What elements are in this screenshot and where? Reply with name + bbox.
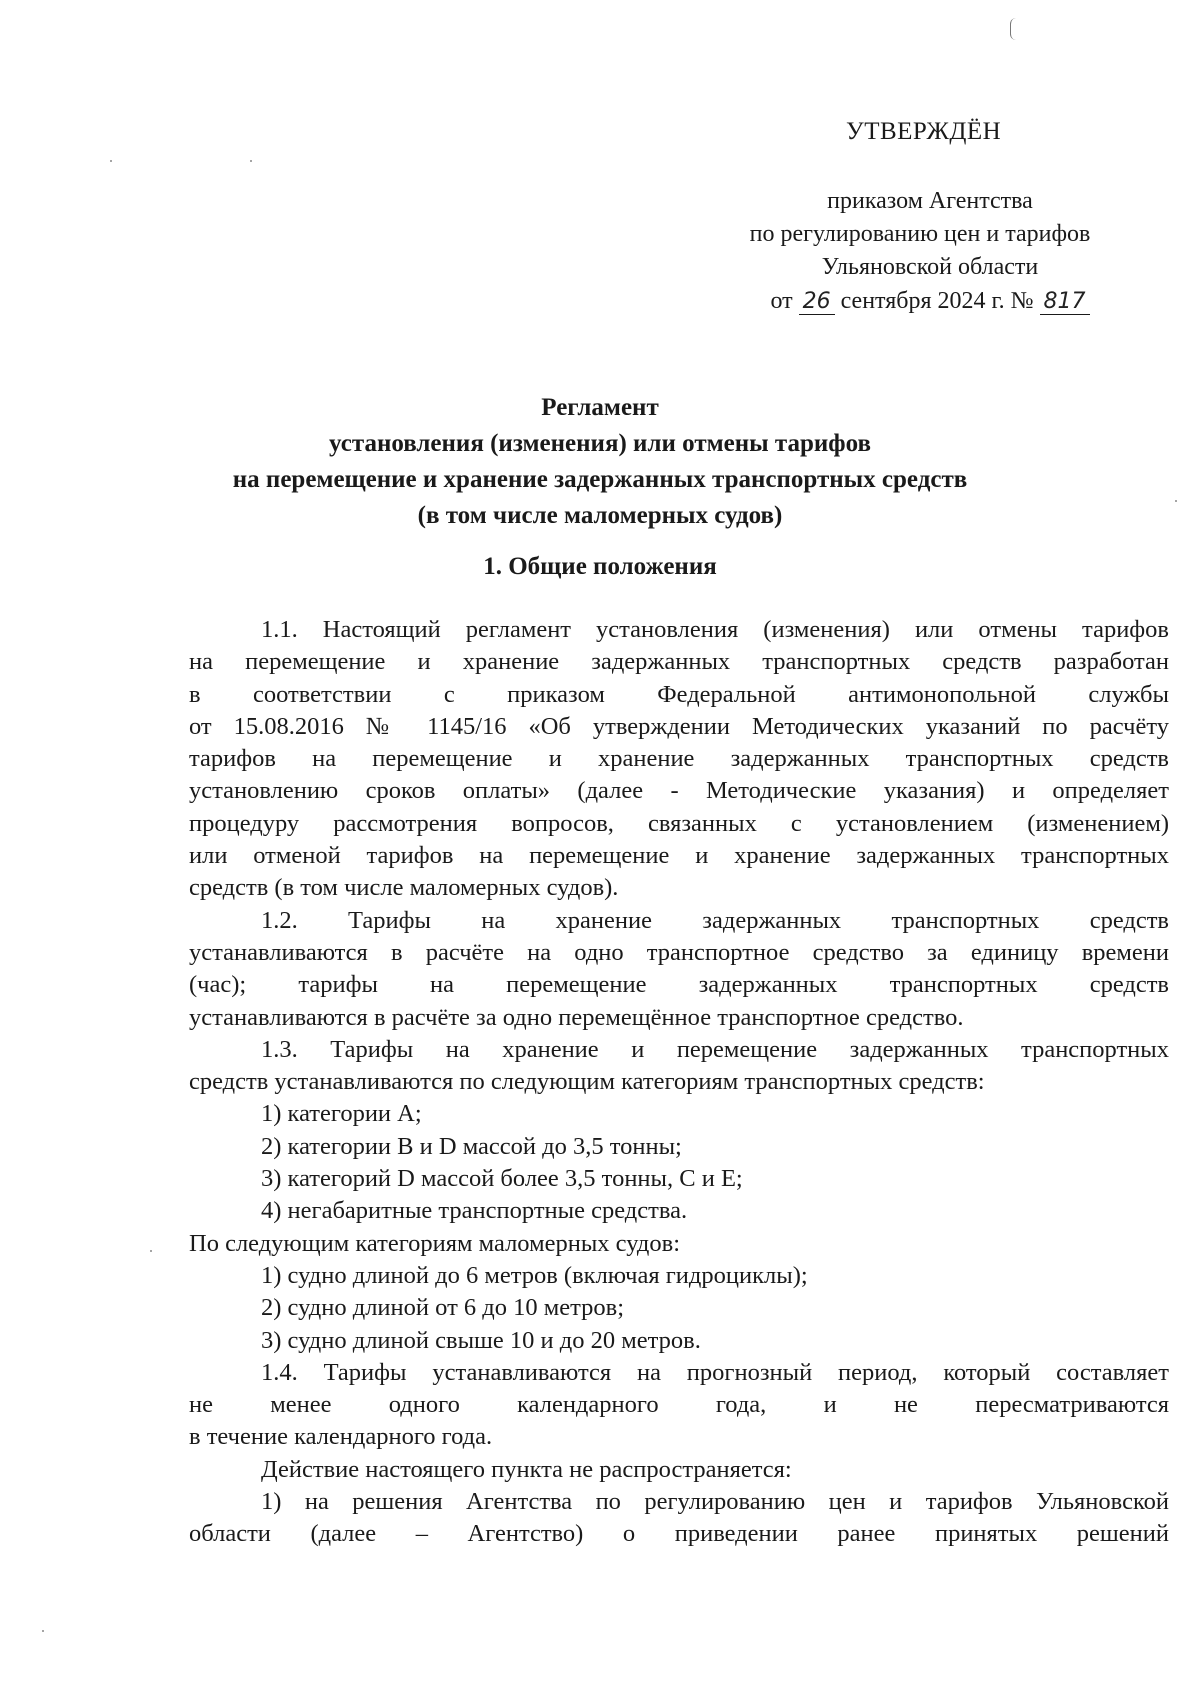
date-prefix: от <box>770 288 793 314</box>
text-line: устанавливаются в расчёте за одно перемещённое транспортное средство. <box>189 1003 964 1031</box>
document-title <box>0 390 1200 534</box>
text-line: Действие настоящего пункта не распространяется: <box>261 1455 792 1483</box>
handwritten-number: 817 <box>1040 289 1090 315</box>
approval-heading: УТВЕРЖДЁН <box>846 118 1002 145</box>
scan-speck <box>250 160 252 162</box>
text-line: не менее одного календарного года, и не пересматриваются <box>189 1391 1169 1419</box>
text-line: 1.4. Тарифы устанавливаются на прогнозный период, который составляет <box>261 1358 1169 1386</box>
list-item: 1) судно длиной до 6 метров (включая гидроциклы); <box>261 1261 808 1289</box>
text-line: 1.1. Настоящий регламент установления (изменения) или отмены тарифов <box>261 616 1169 643</box>
list-item: 3) категорий D массой более 3,5 тонны, С и Е; <box>261 1165 743 1193</box>
section-heading: 1. Общие положения <box>483 553 717 580</box>
text-line: устанавливаются в расчёте на одно транспортное средство за единицу времени <box>189 938 1169 966</box>
list-item: 2) категории В и D массой до 3,5 тонны; <box>261 1132 682 1160</box>
text-line: в соответствии с приказом Федеральной антимонопольной службы <box>189 680 1169 708</box>
text-line: 1) на решения Агентства по регулированию цен и тарифов Ульяновской <box>261 1488 1169 1516</box>
text-line: установлению сроков оплаты» (далее - Методические указания) и определяет <box>189 777 1169 805</box>
text-line: 1.3. Тарифы на хранение и перемещение задержанных транспортных <box>261 1035 1169 1063</box>
scan-speck <box>42 1630 44 1632</box>
text-line: или отменой тарифов на перемещение и хранение задержанных транспортных <box>189 842 1169 870</box>
text-line: средств (в том числе маломерных судов). <box>189 874 619 902</box>
pen-mark <box>1010 18 1019 40</box>
text-line: в течение календарного года. <box>189 1423 493 1451</box>
document-body <box>189 614 1169 1551</box>
text-line: тарифов на перемещение и хранение задержанных транспортных средств <box>189 745 1169 773</box>
text-line: средств устанавливаются по следующим категориям транспортных средств: <box>189 1068 985 1096</box>
text-line: (час); тарифы на перемещение задержанных транспортных средств <box>189 971 1169 999</box>
date-rest: сентября 2024 г. № <box>840 288 1034 314</box>
approval-date <box>700 288 1160 315</box>
title-line: на перемещение и хранение задержанных транспортных средств <box>232 466 968 493</box>
text-line: от 15.08.2016 № 1145/16 «Об утверждении Методических указаний по расчёту <box>189 712 1169 740</box>
list-item: 4) негабаритные транспортные средства. <box>261 1197 688 1225</box>
title-line: Регламент <box>541 394 659 421</box>
approval-line: приказом Агентства <box>827 188 1033 214</box>
list-item: 1) категории А; <box>261 1100 422 1128</box>
text-line: По следующим категориям маломерных судов: <box>189 1229 681 1257</box>
scan-speck <box>150 1250 152 1252</box>
text-line: 1.2. Тарифы на хранение задержанных транспортных средств <box>261 906 1169 934</box>
list-item: 2) судно длиной от 6 до 10 метров; <box>261 1294 625 1322</box>
text-line: процедуру рассмотрения вопросов, связанных с установлением (изменением) <box>189 809 1169 837</box>
approval-line: Ульяновской области <box>821 254 1039 280</box>
text-line: области (далее – Агентство) о приведении ранее принятых решений <box>189 1520 1169 1548</box>
title-line: установления (изменения) или отмены тарифов <box>329 430 871 457</box>
list-item: 3) судно длиной свыше 10 и до 20 метров. <box>261 1326 701 1354</box>
scan-speck <box>110 160 112 162</box>
approval-line: по регулированию цен и тарифов <box>749 221 1091 247</box>
handwritten-day: 26 <box>799 289 835 315</box>
title-line: (в том числе маломерных судов) <box>417 502 783 529</box>
text-line: на перемещение и хранение задержанных транспортных средств разработан <box>189 648 1169 676</box>
